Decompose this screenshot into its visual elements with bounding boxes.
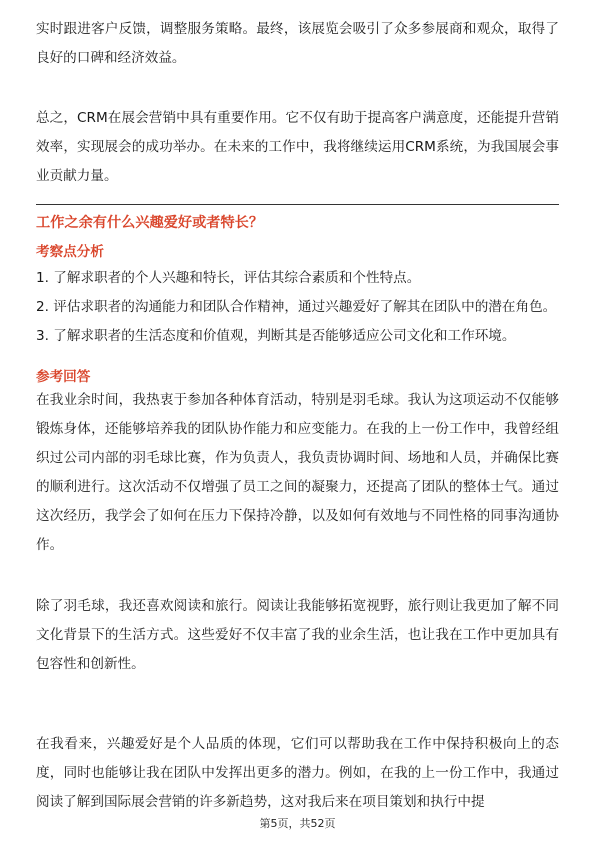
intro-paragraph-1: 实时跟进客户反馈，调整服务策略。最终，该展览会吸引了众多参展商和观众，取得了良好的口碑和经济效益。 [36, 21, 559, 66]
answer-label: 参考回答 [36, 369, 91, 385]
answer-paragraph-2: 除了羽毛球，我还喜欢阅读和旅行。阅读让我能够拓宽视野，旅行则让我更加了解不同文化背景下的生活方式。这些爱好不仅丰富了我的业余生活，也让我在工作中更加具有包容性和创新性。 [36, 598, 559, 672]
analysis-point-1: 1. 了解求职者的个人兴趣和特长，评估其综合素质和个性特点。 [36, 270, 421, 286]
analysis-list [36, 264, 559, 351]
question-heading: 工作之余有什么兴趣爱好或者特长？ [36, 215, 264, 231]
analysis-label: 考察点分析 [36, 244, 104, 260]
answer-paragraph-3: 在我看来，兴趣爱好是个人品质的体现，它们可以帮助我在工作中保持积极向上的态度，同时也能够让我在团队中发挥出更多的潜力。例如，在我的上一份工作中，我通过阅读了解到国际展会营销的许多新趋势，这对我后来在项目策划和执行中提 [36, 736, 559, 810]
intro-paragraph-2: 总之，CRM在展会营销中具有重要作用。它不仅有助于提高客户满意度，还能提升营销效率，实现展会的成功举办。在未来的工作中，我将继续运用CRM系统，为我国展会事业贡献力量。 [36, 110, 559, 184]
page-footer: 第5页，共52页 [259, 817, 336, 830]
analysis-point-2: 2. 评估求职者的沟通能力和团队合作精神，通过兴趣爱好了解其在团队中的潜在角色。 [36, 299, 557, 315]
section-divider [36, 204, 559, 205]
analysis-point-3: 3. 了解求职者的生活态度和价值观，判断其是否能够适应公司文化和工作环境。 [36, 328, 516, 344]
answer-paragraph-1: 在我业余时间，我热衷于参加各种体育活动，特别是羽毛球。我认为这项运动不仅能够锻炼身体，还能够培养我的团队协作能力和应变能力。在我的上一份工作中，我曾经组织过公司内部的羽毛球比赛，作为负责人，我负责协调时间、场地和人员，并确保比赛的顺利进行。这次活动不仅增强了员工之间的凝聚力，还提高了团队的整体士气。通过这次经历，我学会了如何在压力下保持冷静，以及如何有效地与不同性格的同事沟通协作。 [36, 392, 559, 553]
